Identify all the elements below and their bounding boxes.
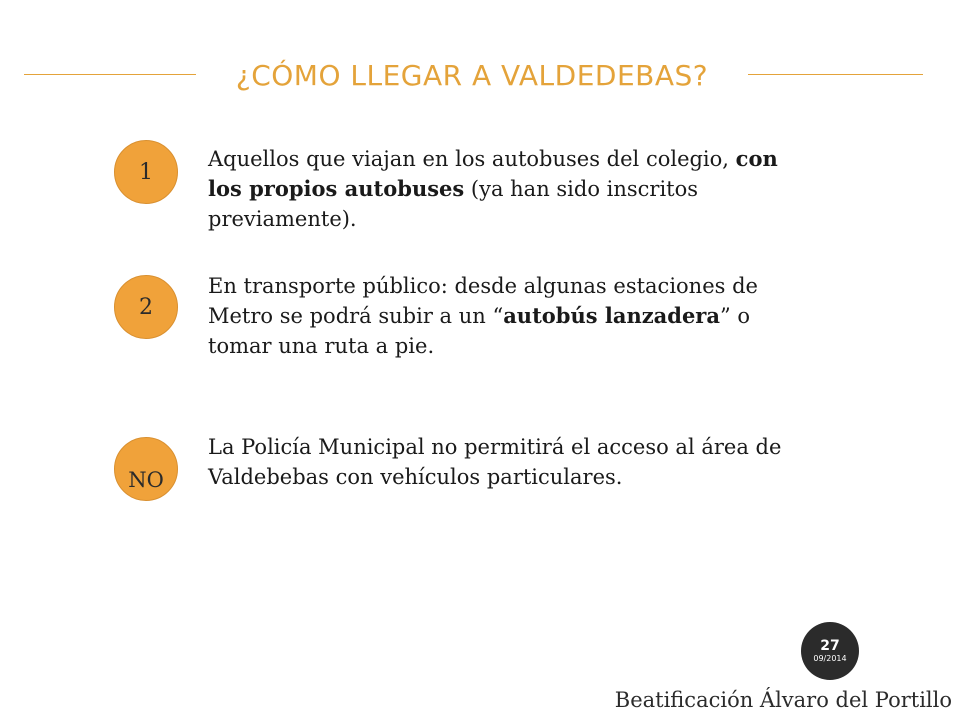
step-2-text-before: En transporte público: desde algunas estaciones de Metro se podrá subir a un “ <box>208 274 758 328</box>
date-badge-month: 09/2014 <box>813 653 847 663</box>
title-rule-left <box>24 74 196 75</box>
step-1-text <box>208 144 808 234</box>
title-rule-right <box>748 74 923 75</box>
step-1-text-after: (ya han sido inscritos previamente). <box>208 177 699 231</box>
step-2-text-after: ” o tomar una ruta a pie. <box>208 304 751 358</box>
step-1-text-before: Aquellos que viajan en los autobuses del colegio, <box>208 147 736 171</box>
step-badge-2: 2 <box>114 275 178 339</box>
step-1-text-bold: con los propios autobuses <box>208 146 778 201</box>
no-badge: NO <box>114 437 178 501</box>
date-badge-day: 27 <box>820 637 840 654</box>
step-2-text <box>208 271 808 361</box>
slide-title: ¿CÓMO LLEGAR A VALDEDEBAS? <box>235 59 709 92</box>
footer-brand: Beatificación Álvaro del Portillo <box>614 688 952 712</box>
date-badge <box>801 622 859 680</box>
no-text: La Policía Municipal no permitirá el acceso al área de Valdebebas con vehículos particulares. <box>208 435 782 489</box>
step-badge-1: 1 <box>114 140 178 204</box>
step-2-text-bold: autobús lanzadera <box>503 303 720 328</box>
